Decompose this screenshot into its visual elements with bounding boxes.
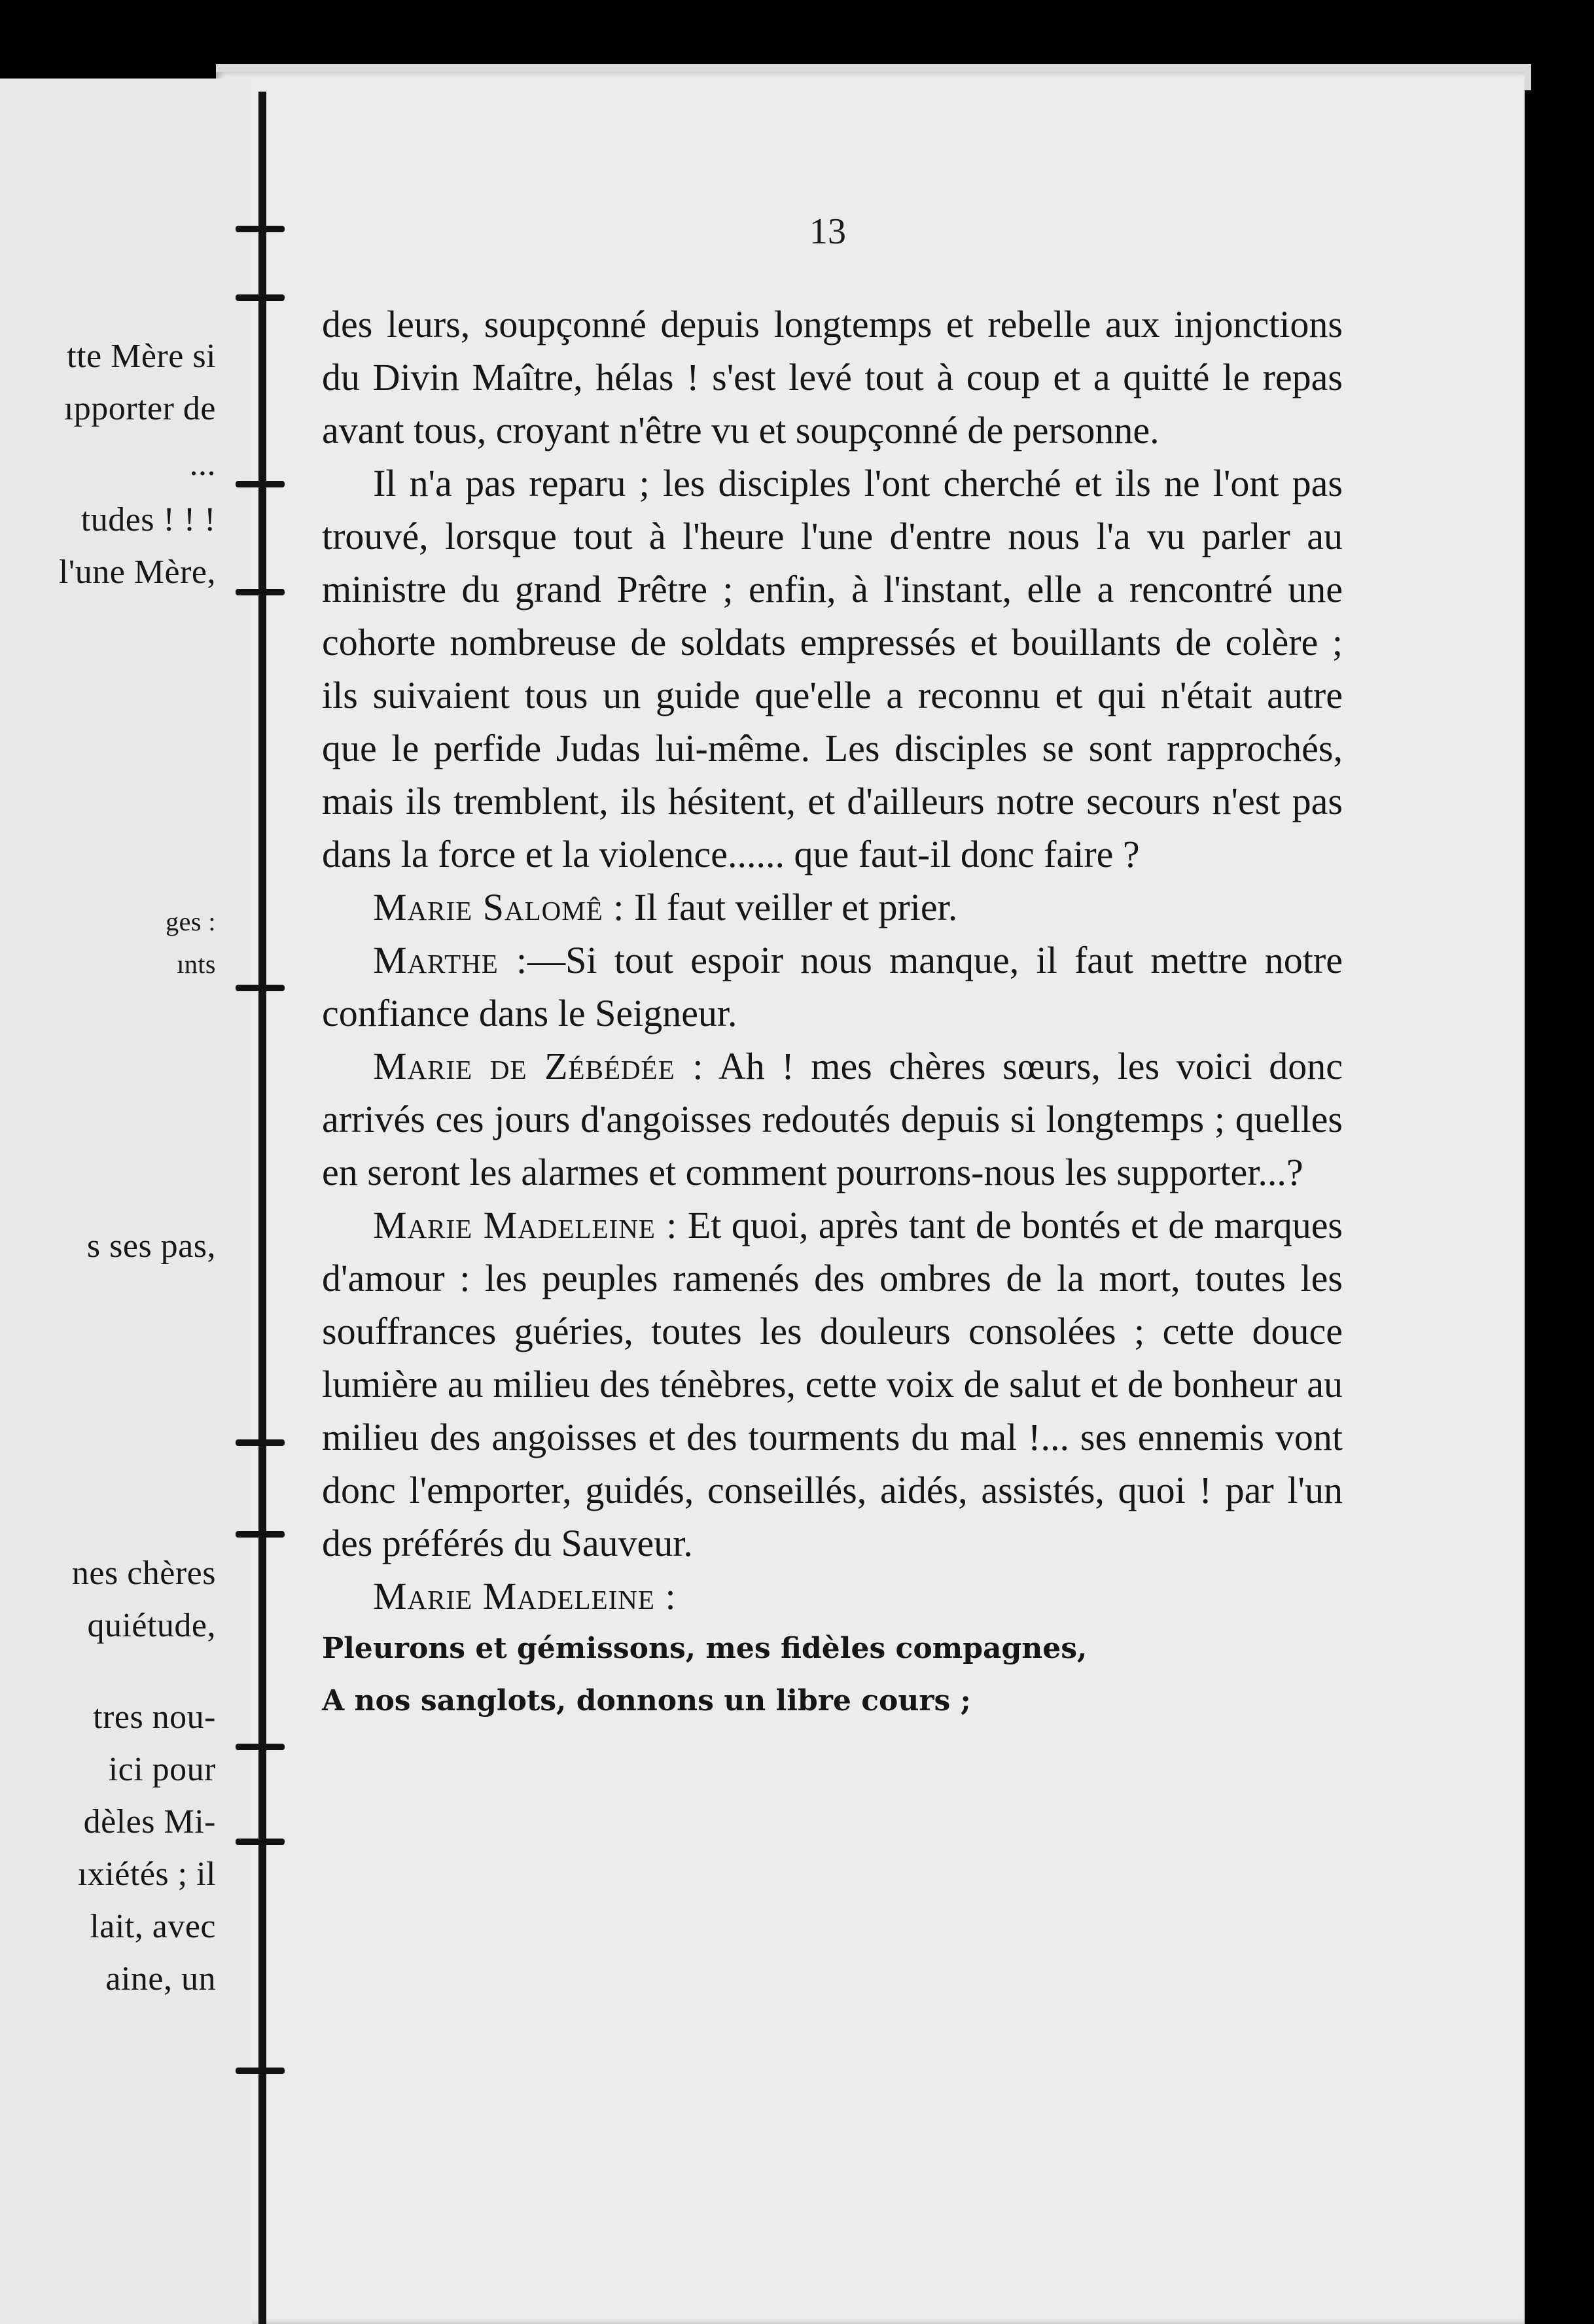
left-page-line: l'une Mère, (58, 554, 216, 591)
verse-heading (322, 1570, 1343, 1623)
speaker-name: Marie Madeleine : (373, 1575, 677, 1617)
verse-line: Pleurons et gémissons, mes fidèles compagnes, (322, 1632, 1088, 1665)
left-page-line: ıpporter de (63, 390, 216, 427)
binding-stitch (236, 226, 285, 232)
verse-line: A nos sanglots, donnons un libre cours ; (322, 1684, 971, 1717)
dialogue-line (322, 1040, 1343, 1199)
left-page-line: dèles Mi- (83, 1803, 216, 1840)
left-page-line: ici pour (108, 1751, 216, 1788)
left-page-line: s ses pas, (86, 1227, 216, 1265)
dialogue-line (322, 1199, 1343, 1570)
binding-stitch (236, 1839, 285, 1845)
binding-stitch (236, 589, 285, 595)
left-page-line: ges : (166, 907, 216, 936)
left-page-line: ınts (177, 949, 216, 979)
left-page-line: aine, un (105, 1960, 216, 1998)
speaker-name: Marie de Zébédée : (373, 1045, 704, 1087)
paragraph-text: Il n'a pas reparu ; les disciples l'ont cherché et ils ne l'ont pas trouvé, lorsque tout à l'heure l'une d'entre nous l'a vu parler au ministre du grand Prêtre ; enfin, à l'instant, elle a rencontré une cohorte nombreuse de soldats empressés et bouillants de colère ; ils suivaient tous un guide que'elle a reconnu et qui n'était autre que le perfide Judas lui-même. Les disciples se sont rapprochés, mais ils tremblent, ils hésitent, et d'ailleurs notre secours n'est pas dans la force et la violence...... que faut-il donc faire ? (322, 462, 1343, 875)
paragraph (322, 457, 1343, 881)
binding-stitch (236, 294, 285, 301)
page-number: 13 (809, 211, 846, 252)
left-page-line: nes chères (71, 1555, 216, 1592)
main-text (322, 298, 1343, 1727)
left-page-line: tte Mère si (67, 338, 216, 375)
binding-stitch (236, 2068, 285, 2074)
binding-stitch (236, 985, 285, 991)
dialogue-text: Il faut veiller et prier. (633, 886, 958, 928)
binding-stitch (236, 1531, 285, 1538)
left-page-line: tudes ! ! ! (80, 501, 216, 538)
left-page-line: ıxiétés ; il (77, 1856, 216, 1893)
dialogue-line (322, 934, 1343, 1040)
binding-stitch (236, 1744, 285, 1750)
dialogue-text: Et quoi, après tant de bontés et de marques d'amour : les peuples ramenés des ombres de la mort, toutes les souffrances guéries, toutes les douleurs consolées ; cette douce lumière au milieu des ténèbres, cette voix de salut et de bonheur au milieu des angoisses et des tourments du mal !... ses ennemis vont donc l'emporter, guidés, conseillés, aidés, assistés, quoi ! par l'un des préférés du Sauveur. (322, 1204, 1343, 1564)
dialogue-text: —Si tout espoir nous manque, il faut mettre notre confiance dans le Seigneur. (322, 939, 1343, 1034)
speaker-name: Marie Madeleine : (373, 1204, 678, 1246)
binding-stitch (236, 481, 285, 487)
paragraph-text: des leurs, soupçonné depuis longtemps et rebelle aux injonctions du Divin Maître, hélas ! s'est levé tout à coup et a quitté le repas avant tous, croyant n'être vu et soupçonné de personne. (322, 303, 1343, 451)
binding-stitch (236, 1439, 285, 1446)
speaker-name: Marie Salomê : (373, 886, 625, 928)
dialogue-text: Ah ! mes chères sœurs, les voici donc arrivés ces jours d'angoisses redoutés depuis si longtemps ; quelles en seront les alarmes et comment pourrons-nous les supporter...? (322, 1045, 1343, 1193)
left-page-line: ... (189, 446, 216, 483)
left-page-line: quiétude, (87, 1607, 216, 1644)
dialogue-line (322, 881, 1343, 934)
speaker-name: Marthe : (373, 939, 528, 981)
book-binding (258, 92, 266, 2324)
left-page-line: tres nou- (93, 1699, 216, 1736)
paragraph (322, 298, 1343, 457)
left-page-line: lait, avec (90, 1908, 216, 1945)
left-page (0, 79, 252, 2324)
